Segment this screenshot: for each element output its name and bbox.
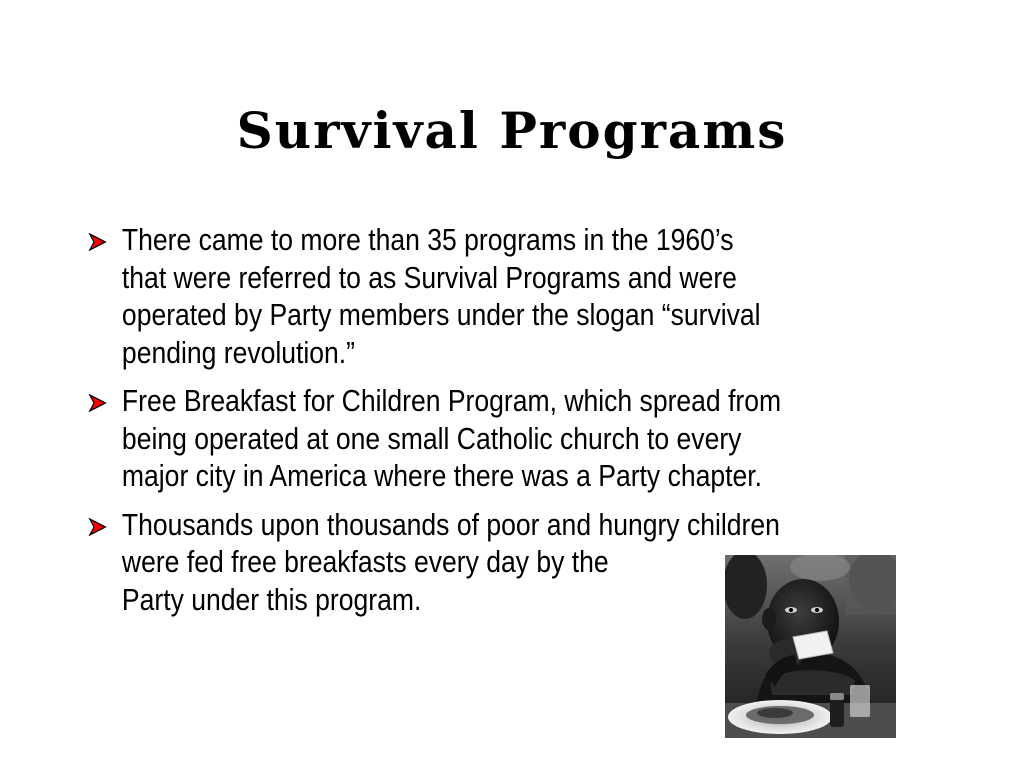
bullet-line: major city in America where there was a Party chapter.	[121, 459, 762, 493]
arrow-right-bullet-icon	[88, 394, 107, 412]
bullet-line: that were referred to as Survival Programs and were	[121, 260, 737, 295]
bullet-text	[122, 222, 983, 372]
bullet-line: Free Breakfast for Children Program, which spread from	[121, 384, 782, 418]
child-eating-bread-photo	[725, 555, 896, 738]
arrow-right-bullet-icon	[88, 518, 107, 536]
bullet-line: Party under this program.	[121, 582, 422, 617]
bullet-item-1	[88, 222, 983, 372]
bullet-line: There came to more than 35 programs in the 1960’s	[121, 223, 734, 257]
bullet-line: operated by Party members under the slogan “survival	[121, 298, 761, 332]
bullet-line: being operated at one small Catholic church to every	[121, 421, 742, 456]
bullet-item-2	[88, 383, 983, 496]
bullet-text	[122, 383, 983, 496]
arrow-right-bullet-icon	[88, 233, 107, 251]
slide-title: Survival Programs	[236, 101, 788, 160]
bullet-line: Thousands upon thousands of poor and hungry children	[121, 507, 780, 542]
bullet-line: pending revolution.”	[121, 335, 356, 370]
bullet-line: were fed free breakfasts every day by the	[121, 545, 609, 579]
photo-drawing	[725, 555, 896, 738]
